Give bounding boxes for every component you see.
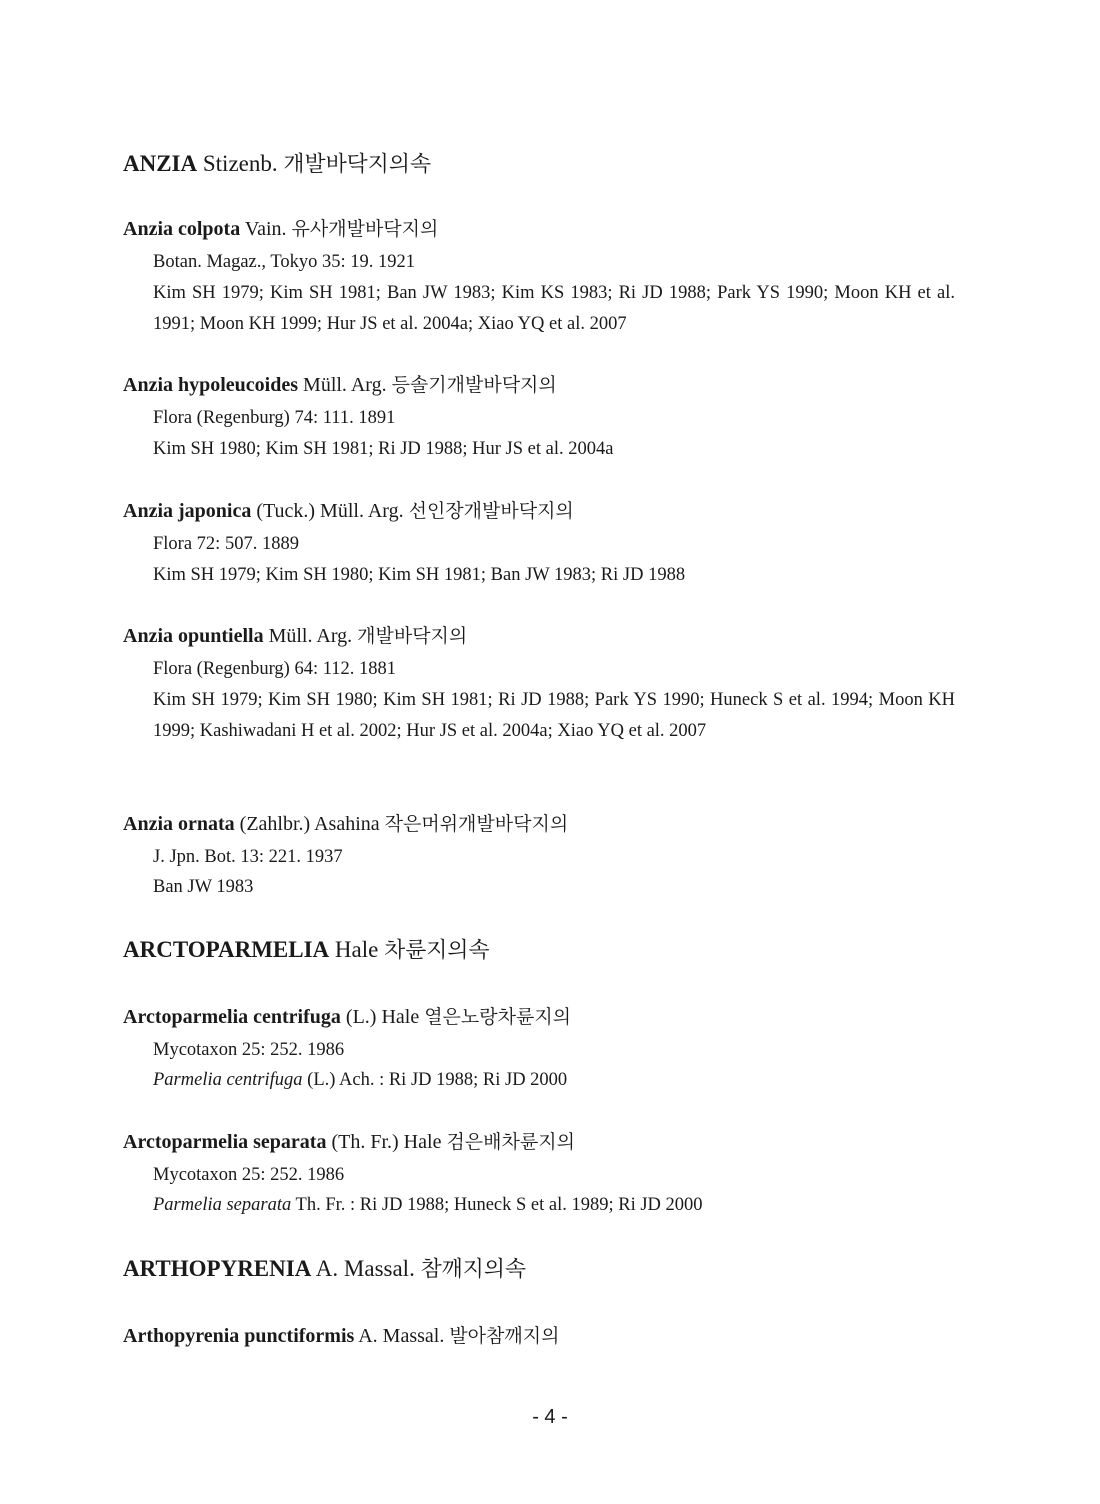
genus-heading-arthopyrenia [123, 1257, 526, 1281]
genus-name: ANZIA [123, 151, 198, 176]
species-name: Anzia japonica [123, 500, 252, 522]
species-korean-name: 등솔기개발바닥지의 [391, 374, 557, 396]
species-korean-name: 검은배차륜지의 [446, 1131, 575, 1153]
species-korean-name: 개발바닥지의 [357, 625, 468, 647]
page-number: - 4 - [532, 1406, 568, 1428]
genus-author: A. Massal. [315, 1256, 415, 1281]
genus-heading-anzia [123, 152, 431, 176]
species-korean-name: 발아참깨지의 [449, 1325, 560, 1347]
species-heading [123, 1007, 571, 1027]
species-heading [123, 626, 467, 646]
species-korean-name: 선인장개발바닥지의 [408, 500, 574, 522]
reference-list: Kim SH 1980; Kim SH 1981; Ri JD 1988; Hur JS et al. 2004a [153, 439, 614, 459]
species-name: Arctoparmelia centrifuga [123, 1006, 341, 1028]
reference-list: Kim SH 1979; Kim SH 1980; Kim SH 1981; Ri JD 1988; Park YS 1990; Huneck S et al. 1994; Moon KH 1999; Kashiwadani H et al. 2002; Hur JS et al. 2004a; Xiao YQ et al. 2007 [153, 690, 955, 741]
species-korean-name: 열은노랑차륜지의 [424, 1006, 572, 1028]
species-heading [123, 219, 438, 239]
species-author: (Th. Fr.) Hale [331, 1131, 442, 1153]
species-author: (Tuck.) Müll. Arg. [256, 500, 404, 522]
species-name: Anzia hypoleucoides [123, 374, 299, 396]
publication-citation: Mycotaxon 25: 252. 1986 [153, 1040, 345, 1060]
synonym-name: Parmelia centrifuga [153, 1070, 303, 1090]
synonym-name: Parmelia separata [153, 1195, 292, 1215]
publication-citation: Botan. Magaz., Tokyo 35: 19. 1921 [153, 252, 415, 272]
synonym-reference [153, 1190, 955, 1221]
species-heading [123, 375, 557, 395]
genus-heading-arctoparmelia [123, 938, 490, 962]
species-heading [123, 814, 568, 834]
species-author: (Zahlbr.) Asahina [239, 813, 380, 835]
reference-list: Kim SH 1979; Kim SH 1981; Ban JW 1983; Kim KS 1983; Ri JD 1988; Park YS 1990; Moon KH et al. 1991; Moon KH 1999; Hur JS et al. 2004a; Xiao YQ et al. 2007 [153, 283, 955, 334]
species-name: Arthopyrenia punctiformis [123, 1325, 355, 1347]
species-author: (L.) Hale [345, 1006, 420, 1028]
genus-author: Hale [334, 937, 379, 962]
reference-list: Ban JW 1983 [153, 877, 254, 897]
genus-korean-name: 차륜지의속 [384, 938, 490, 963]
species-author: Müll. Arg. [303, 374, 387, 396]
species-name: Anzia ornata [123, 813, 235, 835]
species-heading [123, 1326, 559, 1346]
genus-name: ARTHOPYRENIA [123, 1256, 312, 1281]
species-name: Anzia opuntiella [123, 625, 264, 647]
species-name: Arctoparmelia separata [123, 1131, 327, 1153]
synonym-references: Th. Fr. : Ri JD 1988; Huneck S et al. 1989; Ri JD 2000 [295, 1195, 703, 1215]
species-heading [123, 1132, 575, 1152]
species-author: A. Massal. [358, 1325, 445, 1347]
genus-author: Stizenb. [202, 151, 278, 176]
species-heading [123, 501, 574, 521]
genus-korean-name: 개발바닥지의속 [283, 152, 432, 177]
genus-korean-name: 참깨지의속 [420, 1257, 527, 1282]
species-korean-name: 작은머위개발바닥지의 [384, 813, 569, 835]
species-korean-name: 유사개발바닥지의 [291, 218, 439, 240]
publication-citation: Mycotaxon 25: 252. 1986 [153, 1165, 345, 1185]
publication-citation: Flora (Regenburg) 64: 112. 1881 [153, 659, 397, 679]
species-name: Anzia colpota [123, 218, 241, 240]
publication-citation: Flora 72: 507. 1889 [153, 534, 299, 554]
synonym-reference [153, 1065, 955, 1096]
synonym-references: (L.) Ach. : Ri JD 1988; Ri JD 2000 [307, 1070, 568, 1090]
reference-list: Kim SH 1979; Kim SH 1980; Kim SH 1981; Ban JW 1983; Ri JD 1988 [153, 565, 686, 585]
species-author: Vain. [244, 218, 287, 240]
species-author: Müll. Arg. [268, 625, 353, 647]
publication-citation: Flora (Regenburg) 74: 111. 1891 [153, 408, 396, 428]
publication-citation: J. Jpn. Bot. 13: 221. 1937 [153, 847, 343, 867]
genus-name: ARCTOPARMELIA [123, 937, 330, 962]
